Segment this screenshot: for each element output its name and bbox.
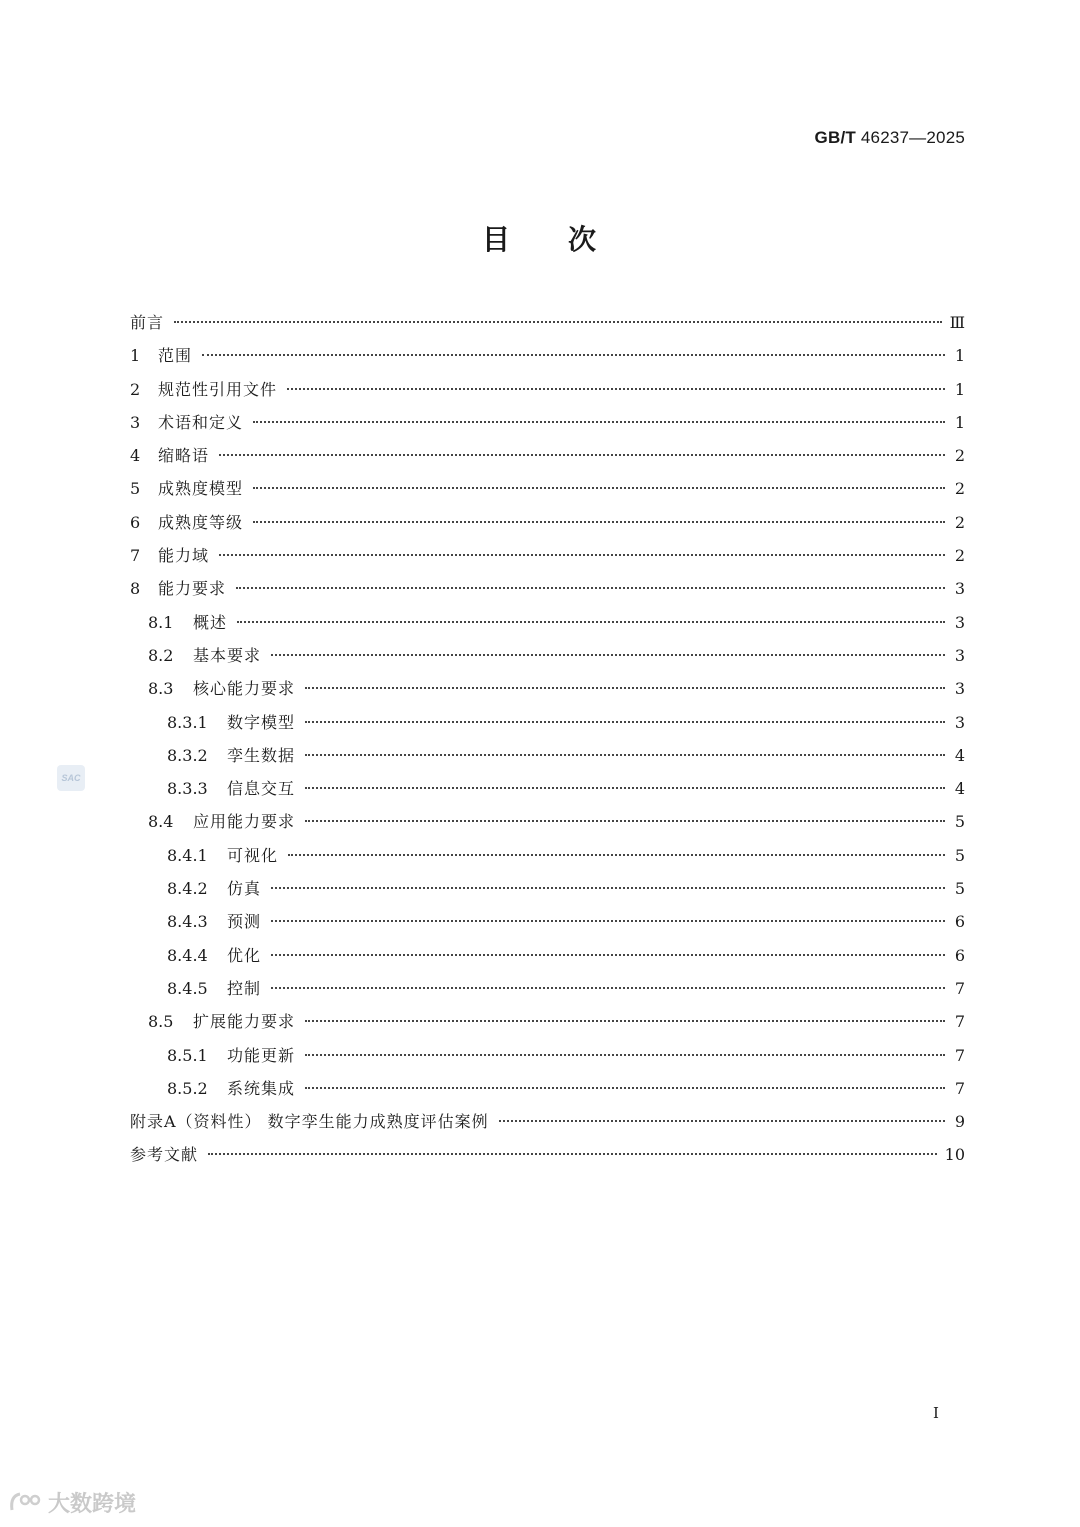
toc-entry[interactable]	[130, 306, 965, 339]
toc-entry-number: 4	[130, 446, 141, 466]
toc-entry[interactable]	[130, 1005, 965, 1038]
toc-dot-leader	[305, 820, 945, 822]
toc-dot-leader	[253, 487, 945, 489]
toc-entry-label: 扩展能力要求	[193, 1012, 296, 1032]
toc-entry-page: 3	[954, 579, 965, 599]
toc-entry-label: 孪生数据	[227, 745, 296, 765]
toc-dot-leader	[202, 354, 945, 356]
toc-entry-number: 8.1	[148, 612, 174, 632]
page-title	[0, 218, 1080, 258]
toc-dot-leader	[305, 1054, 945, 1056]
toc-dot-leader	[305, 754, 945, 756]
toc-entry-number: 1	[130, 346, 141, 366]
toc-entry-label: 术语和定义	[158, 412, 244, 432]
toc-entry-number: 8.4.2	[167, 879, 208, 899]
toc-entry-label: 能力域	[158, 546, 210, 566]
toc-entry-number: 7	[130, 546, 141, 566]
toc-entry[interactable]	[130, 639, 965, 672]
toc-entry-label: 控制	[227, 978, 262, 998]
toc-entry-page: 3	[954, 679, 965, 699]
toc-dot-leader	[174, 321, 942, 323]
standard-code	[815, 128, 965, 148]
toc-entry-page: 2	[954, 546, 965, 566]
toc-entry[interactable]	[130, 1072, 965, 1105]
toc-dot-leader	[253, 421, 945, 423]
toc-entry-label: 数字模型	[227, 712, 296, 732]
toc-dot-leader	[287, 388, 945, 390]
toc-entry-page: 5	[954, 879, 965, 899]
toc-entry-page: 1	[954, 412, 965, 432]
toc-entry-number: 8	[130, 579, 141, 599]
toc-entry[interactable]	[130, 905, 965, 938]
toc-entry-label: 参考文献	[130, 1145, 199, 1165]
toc-entry-label: 缩略语	[158, 446, 210, 466]
toc-entry-label: 成熟度等级	[158, 512, 244, 532]
toc-entry-number: 5	[130, 479, 141, 499]
toc-dot-leader	[305, 787, 945, 789]
toc-entry-label: 功能更新	[227, 1045, 296, 1065]
toc-entry-number: 2	[130, 379, 141, 399]
toc-entry-page: 1	[954, 346, 965, 366]
toc-entry-number: 8.5	[148, 1012, 174, 1032]
toc-entry[interactable]	[130, 1138, 965, 1171]
toc-entry-label: 成熟度模型	[158, 479, 244, 499]
toc-entry-label: 预测	[227, 912, 262, 932]
watermark-text: 大数跨境	[48, 1492, 137, 1517]
toc-entry-label: 能力要求	[158, 579, 227, 599]
toc-entry-number: 8.3	[148, 679, 174, 699]
standard-code-prefix: GB/T	[814, 128, 856, 147]
toc-entry-number: 8.3.1	[167, 712, 208, 732]
table-of-contents	[130, 306, 965, 1172]
toc-entry[interactable]	[130, 706, 965, 739]
toc-entry[interactable]	[130, 606, 965, 639]
toc-entry[interactable]	[130, 805, 965, 838]
toc-entry-page: 5	[954, 812, 965, 832]
toc-dot-leader	[271, 887, 945, 889]
toc-entry-page: 5	[954, 845, 965, 865]
page-title-part1: 目	[481, 223, 512, 256]
toc-entry-page: 9	[954, 1112, 965, 1132]
toc-entry-label: 信息交互	[227, 779, 296, 799]
toc-entry-number: 8.3.3	[167, 779, 208, 799]
toc-entry-number: 8.2	[148, 645, 174, 665]
toc-entry[interactable]	[130, 539, 965, 572]
toc-entry-page: 10	[944, 1145, 965, 1165]
toc-entry-label: 系统集成	[227, 1078, 296, 1098]
toc-entry-label: 概述	[193, 612, 228, 632]
toc-entry[interactable]	[130, 972, 965, 1005]
toc-entry-label: 范围	[158, 346, 193, 366]
toc-entry-page: 7	[954, 978, 965, 998]
toc-entry-page: Ⅲ	[949, 313, 965, 332]
watermark	[8, 1487, 136, 1518]
toc-dot-leader	[288, 854, 945, 856]
toc-entry-number: 8.4.5	[167, 978, 208, 998]
watermark-logo-icon	[8, 1490, 44, 1516]
page-number: I	[933, 1404, 939, 1422]
toc-dot-leader	[271, 654, 945, 656]
toc-entry-page: 7	[954, 1078, 965, 1098]
toc-entry-number: 8.4.4	[167, 945, 208, 965]
toc-entry-number: 8.5.1	[167, 1045, 208, 1065]
toc-entry-label: 优化	[227, 945, 262, 965]
toc-entry-number: 8.4.1	[167, 845, 208, 865]
toc-entry[interactable]	[130, 772, 965, 805]
toc-entry[interactable]	[130, 506, 965, 539]
toc-entry-page: 7	[954, 1012, 965, 1032]
toc-entry-label: 核心能力要求	[193, 679, 296, 699]
toc-entry[interactable]	[130, 1105, 965, 1138]
toc-dot-leader	[219, 554, 945, 556]
toc-entry-page: 3	[954, 712, 965, 732]
toc-dot-leader	[499, 1120, 945, 1122]
toc-entry[interactable]	[130, 439, 965, 472]
toc-entry-label: 应用能力要求	[193, 812, 296, 832]
toc-entry-page: 1	[954, 379, 965, 399]
toc-dot-leader	[305, 687, 945, 689]
toc-dot-leader	[237, 621, 945, 623]
toc-dot-leader	[271, 954, 945, 956]
toc-dot-leader	[305, 1020, 945, 1022]
toc-dot-leader	[271, 920, 945, 922]
toc-entry[interactable]	[130, 872, 965, 905]
toc-entry[interactable]	[130, 672, 965, 705]
toc-entry-page: 6	[954, 912, 965, 932]
sac-logo-icon: SAC	[57, 765, 85, 791]
toc-entry-page: 2	[954, 446, 965, 466]
toc-entry-page: 2	[954, 512, 965, 532]
toc-dot-leader	[219, 454, 945, 456]
toc-entry-page: 4	[954, 745, 965, 765]
toc-entry[interactable]	[130, 1039, 965, 1072]
toc-entry-label: 前言	[130, 313, 165, 332]
toc-entry-label: 规范性引用文件	[158, 379, 278, 399]
toc-entry-number: 8.3.2	[167, 745, 208, 765]
toc-entry-number: 8.5.2	[167, 1078, 208, 1098]
toc-entry-number: 8.4	[148, 812, 174, 832]
toc-dot-leader	[236, 587, 945, 589]
toc-dot-leader	[208, 1153, 937, 1155]
toc-entry[interactable]	[130, 572, 965, 605]
toc-entry-label: 基本要求	[193, 645, 262, 665]
toc-entry-label: 附录A（资料性） 数字孪生能力成熟度评估案例	[130, 1112, 489, 1132]
toc-entry[interactable]	[130, 472, 965, 505]
toc-entry-number: 6	[130, 512, 141, 532]
toc-entry-page: 3	[954, 645, 965, 665]
toc-entry[interactable]	[130, 839, 965, 872]
toc-entry[interactable]	[130, 739, 965, 772]
standard-code-number: 46237—2025	[860, 128, 965, 147]
toc-dot-leader	[305, 1087, 945, 1089]
toc-entry[interactable]	[130, 406, 965, 439]
toc-entry[interactable]	[130, 339, 965, 372]
toc-entry-label: 仿真	[227, 879, 262, 899]
toc-entry-page: 6	[954, 945, 965, 965]
toc-entry-number: 3	[130, 412, 141, 432]
toc-entry-page: 4	[954, 779, 965, 799]
page-title-part2: 次	[568, 223, 599, 256]
toc-entry-label: 可视化	[227, 845, 279, 865]
toc-dot-leader	[271, 987, 945, 989]
toc-entry-number: 8.4.3	[167, 912, 208, 932]
toc-dot-leader	[253, 521, 945, 523]
toc-entry[interactable]	[130, 373, 965, 406]
toc-entry-page: 2	[954, 479, 965, 499]
toc-dot-leader	[305, 721, 945, 723]
toc-entry[interactable]	[130, 939, 965, 972]
toc-entry-page: 3	[954, 612, 965, 632]
toc-entry-page: 7	[954, 1045, 965, 1065]
